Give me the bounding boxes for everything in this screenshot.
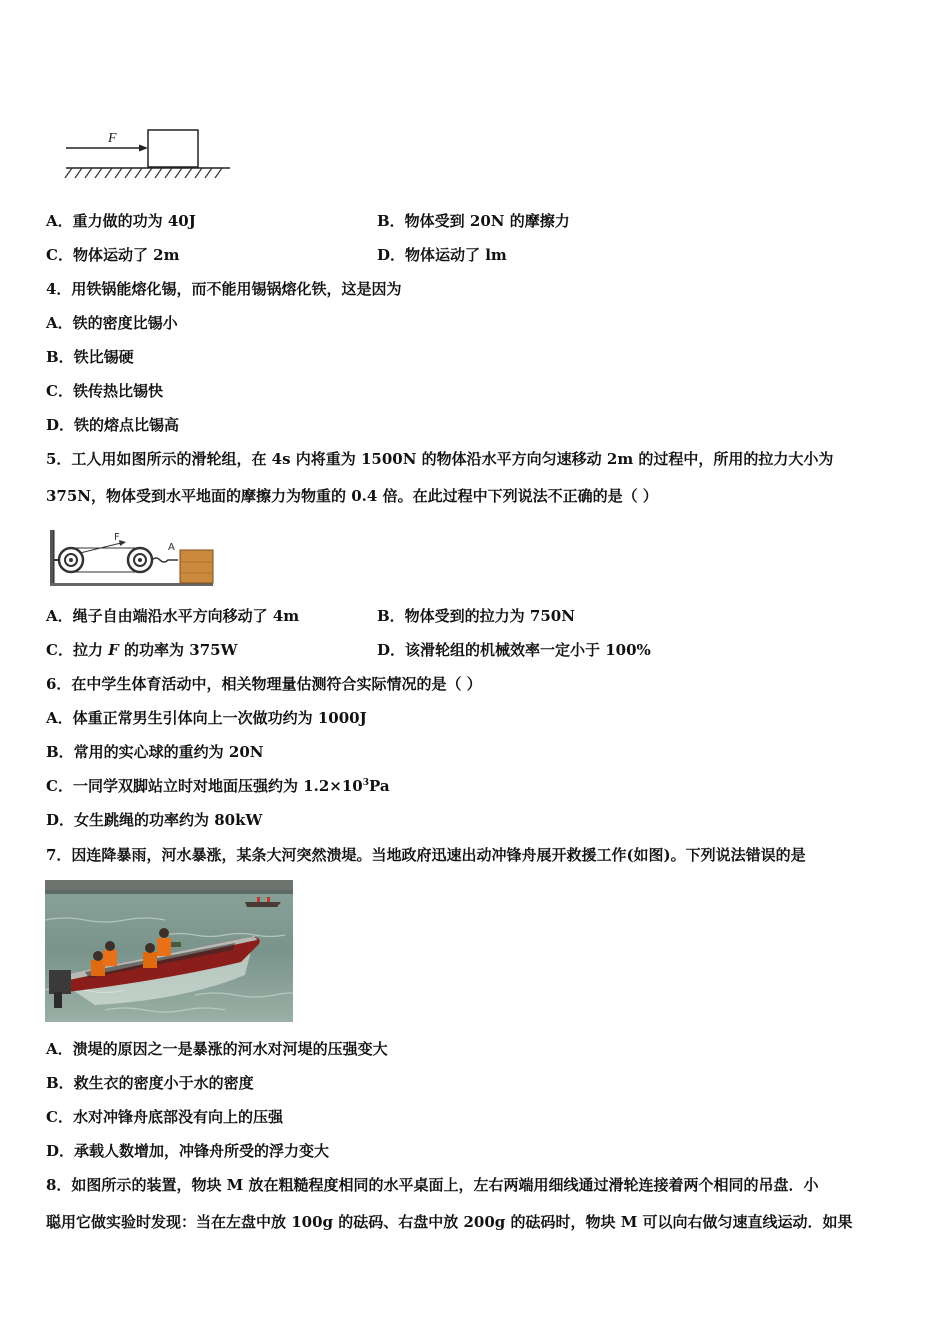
q6-option-c-sup: 3 <box>362 778 369 788</box>
q3-force-diagram <box>60 125 235 185</box>
q7-rescue-boat-photo <box>45 880 293 1022</box>
q5-option-c[interactable] <box>46 640 237 660</box>
q7-stem: 7．因连降暴雨，河水暴涨，某条大河突然溃堤。当地政府迅速出动冲锋舟展开救援工作(如图)。下列说法错误的是 <box>46 846 806 864</box>
q5-block-label: A <box>168 542 175 553</box>
q6-option-a[interactable]: A．体重正常男生引体向上一次做功约为 1000J <box>46 709 367 727</box>
q5-option-c-post: 的功率为 375W <box>118 641 238 659</box>
q5-option-b[interactable]: B．物体受到的拉力为 750N <box>377 607 575 625</box>
q3-force-label: F <box>108 131 117 146</box>
q3-option-d[interactable]: D．物体运动了 lm <box>377 246 507 264</box>
q5-option-a[interactable]: A．绳子自由端沿水平方向移动了 4m <box>46 607 300 625</box>
q4-option-d[interactable]: D．铁的熔点比锡高 <box>46 416 180 434</box>
q8-stem-line1: 8．如图所示的装置，物块 M 放在粗糙程度相同的水平桌面上，左右两端用细线通过滑轮连接着两个相同的吊盘．小 <box>46 1176 819 1194</box>
q3-option-a[interactable]: A．重力做的功为 40J <box>46 212 196 230</box>
q7-option-a[interactable]: A．溃堤的原因之一是暴涨的河水对河堤的压强变大 <box>46 1040 388 1058</box>
q5-option-c-var: F <box>108 641 119 659</box>
q3-option-c[interactable]: C．物体运动了 2m <box>46 246 180 264</box>
q4-stem: 4．用铁锅能熔化锡，而不能用锡锅熔化铁，这是因为 <box>46 280 402 298</box>
q5-pulley-diagram <box>44 528 219 588</box>
q6-option-c[interactable] <box>46 776 390 796</box>
q5-block-a <box>180 550 213 583</box>
q5-option-c-pre: C．拉力 <box>46 641 109 659</box>
q5-stem-line1: 5．工人用如图所示的滑轮组，在 4s 内将重为 1500N 的物体沿水平方向匀速移动 2m 的过程中，所用的拉力大小为 <box>46 450 834 468</box>
q7-option-d[interactable]: D．承载人数增加，冲锋舟所受的浮力变大 <box>46 1142 330 1160</box>
q5-force-label: F <box>114 532 120 543</box>
q5-option-d[interactable]: D．该滑轮组的机械效率一定小于 100% <box>377 641 651 659</box>
q8-stem-line2: 聪用它做实验时发现：当在左盘中放 100g 的砝码、右盘中放 200g 的砝码时，物块 M 可以向右做匀速直线运动．如果 <box>46 1213 853 1231</box>
q7-option-b[interactable]: B．救生衣的密度小于水的密度 <box>46 1074 254 1092</box>
q3-option-b[interactable]: B．物体受到 20N 的摩擦力 <box>377 212 570 230</box>
q4-option-b[interactable]: B．铁比锡硬 <box>46 348 134 366</box>
q6-stem: 6．在中学生体育活动中，相关物理量估测符合实际情况的是（ ） <box>46 675 482 693</box>
q5-stem-line2: 375N，物体受到水平地面的摩擦力为物重的 0.4 倍。在此过程中下列说法不正确的是（ ） <box>46 487 658 505</box>
q6-option-c-pre: C．一同学双脚站立时对地面压强约为 1.2×10 <box>46 777 363 795</box>
q6-option-b[interactable]: B．常用的实心球的重约为 20N <box>46 743 264 761</box>
q7-option-c[interactable]: C．水对冲锋舟底部没有向上的压强 <box>46 1108 283 1126</box>
q4-option-a[interactable]: A．铁的密度比锡小 <box>46 314 178 332</box>
q4-option-c[interactable]: C．铁传热比锡快 <box>46 382 163 400</box>
q6-option-d[interactable]: D．女生跳绳的功率约为 80kW <box>46 811 263 829</box>
q6-option-c-post: Pa <box>368 777 390 795</box>
